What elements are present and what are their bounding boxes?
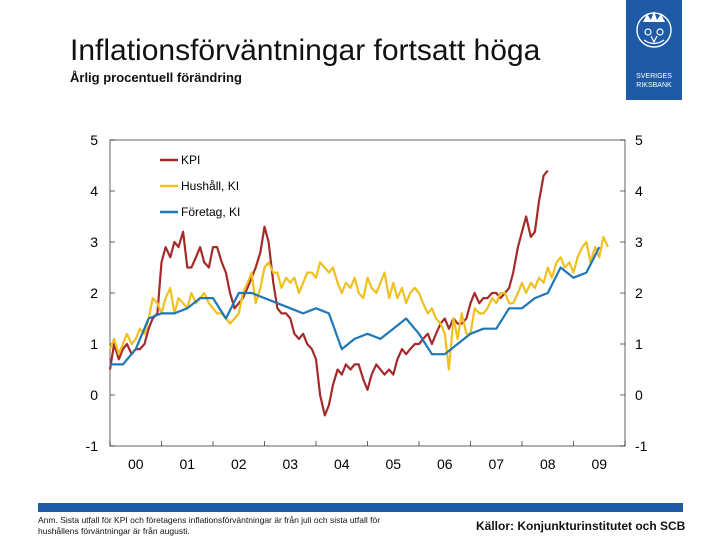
x-tick-label: 00 xyxy=(127,456,144,472)
y-tick-label-right: 1 xyxy=(635,336,643,352)
legend-label: Företag, KI xyxy=(181,205,241,219)
x-tick-label: 01 xyxy=(179,456,196,472)
y-tick-label-left: 5 xyxy=(90,132,98,148)
x-tick-label: 06 xyxy=(436,456,453,472)
legend-label: KPI xyxy=(181,153,201,167)
y-tick-label-right: 3 xyxy=(635,234,643,250)
source-note: Källor: Konjunkturinstitutet och SCB xyxy=(476,519,686,533)
y-tick-label-right: 2 xyxy=(635,285,643,301)
y-tick-label-left: -1 xyxy=(85,438,98,454)
y-tick-label-left: 0 xyxy=(90,387,98,403)
x-tick-label: 09 xyxy=(591,456,608,472)
logo-line-2: RIKSBANK xyxy=(636,82,672,89)
x-tick-label: 05 xyxy=(385,456,402,472)
x-tick-label: 07 xyxy=(488,456,505,472)
y-tick-label-left: 3 xyxy=(90,234,98,250)
footnote: Anm. Sista utfall för KPI och företagens inflationsförväntningar är från juli och sista utfall för hushållens förväntningar är från augusti. xyxy=(38,515,381,536)
x-tick-label: 08 xyxy=(539,456,556,472)
y-tick-label-right: 5 xyxy=(635,132,643,148)
page-title: Inflationsförväntningar fortsatt höga xyxy=(70,34,541,67)
logo-line-1: SVERIGES xyxy=(636,73,672,80)
x-tick-label: 03 xyxy=(282,456,299,472)
y-tick-label-left: 1 xyxy=(90,336,98,352)
page-subtitle: Årlig procentuell förändring xyxy=(70,70,242,85)
legend-label: Hushåll, KI xyxy=(181,179,240,193)
x-tick-label: 04 xyxy=(333,456,350,472)
footer-divider xyxy=(38,503,683,512)
y-tick-label-right: 4 xyxy=(635,183,643,199)
x-tick-label: 02 xyxy=(230,456,247,472)
y-tick-label-left: 2 xyxy=(90,285,98,301)
y-tick-label-left: 4 xyxy=(90,183,98,199)
y-tick-label-right: 0 xyxy=(635,387,643,403)
y-tick-label-right: -1 xyxy=(635,438,648,454)
